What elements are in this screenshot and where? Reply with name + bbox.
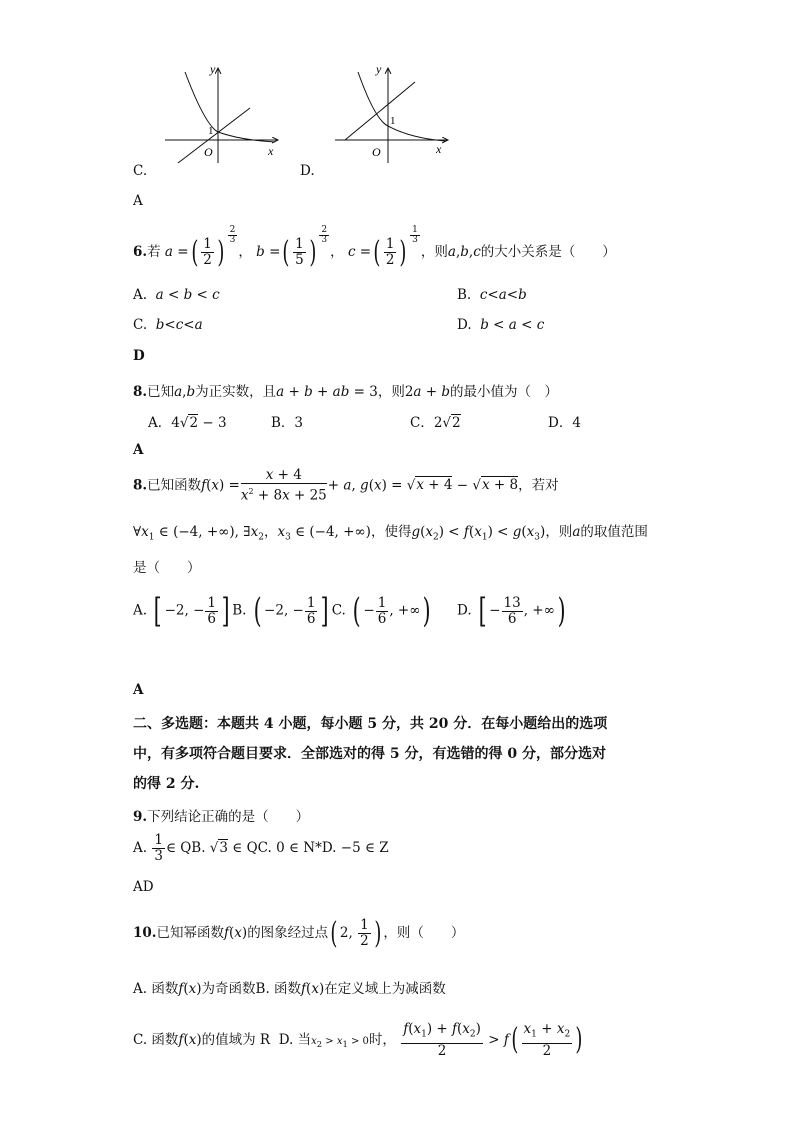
- question-9-stem: 9.下列结论正确的是（ ）: [133, 809, 310, 825]
- origin-label: O: [372, 145, 381, 159]
- q6-option-b: B. c<a<b: [457, 287, 527, 303]
- origin-label: O: [204, 145, 213, 159]
- y-label: y: [210, 62, 216, 76]
- question-8-line2: $\forall x_1$ ∈ (−4, +∞), $\exists x_2$，$x_3$ ∈ (−4, +∞)，使得$g(x_2) < f(x_1) < g(x_3)$，则a的取值范围: [133, 524, 648, 543]
- answer-q9: AD: [133, 879, 154, 895]
- graph-d: [330, 60, 455, 165]
- question-8-stem: 8.已知函数f(x) = $\frac{x + 4}{x^2 + 8x + 25}$ + a, g(x) = √x + 4 − √x + 8，若对: [133, 467, 559, 504]
- graph-c: [160, 60, 285, 165]
- section-2-line3: 的得 2 分.: [133, 776, 200, 792]
- graph-d-label: D.: [300, 163, 315, 179]
- x-label: x: [268, 144, 274, 158]
- q8-options-abc: A. [ −2, − $\frac{1}{6}$ ] B. ( −2, − $\frac{1}{6}$ ] C. ( − $\frac{1}{6}$ , +∞): [133, 591, 432, 631]
- line: [345, 82, 415, 140]
- question-8-line3: 是（ ）: [133, 560, 201, 576]
- graph-c-label: C.: [133, 163, 148, 179]
- answer-q5: A: [133, 193, 143, 209]
- q10-options-ab: A. 函数f(x)为奇函数B. 函数f(x)在定义域上为减函数: [133, 981, 446, 997]
- one-label: 1: [208, 125, 214, 137]
- question-10-stem: 10.已知幂函数f(x)的图象经过点( 2, $\frac{1}{2}$ ) ，则（ ）: [133, 915, 465, 951]
- q10-options-cd: C. 函数f(x)的值域为 R D. 当$x_2 > x_1 > 0$时， $\frac{f(x_1) + f(x_2)}{2}$ > f( $\frac{x_1 + x_2}{2}$ ): [133, 1021, 583, 1059]
- exp-curve: [358, 72, 445, 141]
- q6-option-c: C. b<c<a: [133, 317, 203, 333]
- q8-option-d: D. [ − $\frac{13}{6}$ , +∞): [457, 591, 566, 631]
- q7-option-a: A．4√2 − 3: [148, 415, 227, 431]
- line: [178, 108, 250, 163]
- q6-option-d: D. b < a < c: [457, 317, 545, 333]
- one-label: 1: [390, 115, 396, 127]
- section-2-line1: 二、多选题：本题共 4 小题，每小题 5 分，共 20 分．在每小题给出的选项: [133, 716, 608, 732]
- q6-option-a: A. a < b < c: [133, 287, 220, 303]
- answer-q7: A: [133, 442, 144, 458]
- q7-option-b: B．3: [271, 415, 304, 431]
- question-7-stem: 8.已知a,b为正实数，且a + b + ab = 3，则2a + b的最小值为（ ）: [133, 384, 559, 400]
- answer-q6: D: [133, 348, 145, 364]
- question-6-stem: 6.若 a =( $\frac{1}{2}$ ) $^{\frac{2}{3}}$ ， b =( $\frac{1}{5}$ ) $^{\frac{2}{3}}$ ， c =( $\frac{1}{2}$ ) $^{\frac{1}{3}}$ ，则a,b,c的大小关系是（ ）: [133, 225, 616, 270]
- exp-curve: [185, 72, 275, 142]
- section-2-line2: 中，有多项符合题目要求．全部选对的得 5 分，有选错的得 0 分，部分选对: [133, 746, 606, 762]
- answer-q8: A: [133, 682, 144, 698]
- y-label: y: [376, 62, 382, 76]
- q7-option-d: D．4: [548, 415, 581, 431]
- q9-options: A. $\frac{1}{3}$ ∈ QB. √3 ∈ QC. 0 ∈ N*D. −5 ∈ Z: [133, 832, 389, 864]
- x-label: x: [436, 142, 442, 156]
- q7-option-c: C．2√2: [410, 415, 461, 431]
